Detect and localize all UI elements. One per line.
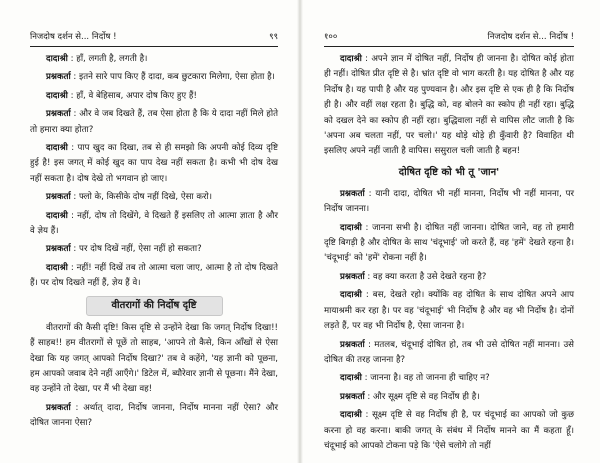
speech-text: : जानना सभी है। दोषित नहीं जानना। दोषित जाने, वह तो हमारी दृष्टि बिगड़ी है और दोषित के साथ 'चंदूभाई' जो करते हैं, वह 'हमें' देखते रहना है। 'चंदूभाई' को 'हमें' रोकना नहीं है। — [324, 222, 574, 264]
speech-text: : और सूक्ष्म दृष्टि से वह निर्दोष ही है। — [364, 391, 480, 402]
paragraph — [324, 390, 574, 405]
paragraph — [324, 270, 574, 285]
speech-text: : फ्लो के, किसीके दोष नहीं दिखे, ऐसा करो। — [70, 192, 212, 203]
paragraph — [324, 288, 574, 334]
speech-text: : नहीं, दोष तो दिखेंगे, वे दिखते हैं इसलिए तो आत्मा ज्ञाता है और वे ज्ञेय हैं। — [30, 210, 278, 237]
right-page-header — [324, 30, 574, 47]
speaker: दादाश्री — [46, 210, 68, 221]
speaker: प्रश्नकर्ता — [46, 109, 71, 120]
paragraph — [30, 209, 278, 240]
paragraph — [30, 52, 278, 67]
speech-text: : वह क्या करता है उसे देखते रहना है? — [364, 271, 487, 282]
speech-text: : और वे जब दिखते हैं, तब ऐसा होता है कि ये दादा नहीं मिले होते तो हमारा क्या होता? — [30, 109, 278, 135]
right-page — [300, 0, 600, 463]
paragraph — [324, 371, 574, 386]
speech-text: : सूक्ष्म दृष्टि से वह निर्दोष ही है, पर चंदूभाई का आपको जो कुछ करना हो वह करना। बाकी जगत् के संबंध में निर्दोष मानने का मैं कहता हूँ। चंदूभाई को आपको टोकना पड़े कि 'ऐसे चलोगे तो नहीं — [324, 410, 574, 451]
speech-text: वीतरागों की कैसी दृष्टि! किस दृष्टि से उन्होंने देखा कि जगत् निर्दोष दिखा!! हैं साहब!! हम वीतरागों से पूछें तो साहब, 'आपने तो कैसे, किन आँखों से ऐसा देखा कि यह जगत् आपको निर्दोष दिखा?' तब वे कहेंगे, 'यह ज्ञानी को पूछना, हम आपको जवाब देने नहीं आएँगे।' डिटेल में, ब्यौरेवार ज्ञानी से पूछना। मैंने देखा, वह उन्होंने तो देखा, पर मैं भी देखा वह! — [30, 322, 279, 395]
left-page-number: ९९ — [269, 32, 278, 42]
paragraph — [30, 261, 278, 292]
speaker: प्रश्नकर्ता — [340, 391, 365, 402]
speech-text: : अर्थात् दादा, निर्दोष जानना, निर्दोष मानना नहीं ऐसा? और दोषित जानना ऐसा? — [30, 402, 278, 429]
speaker: दादाश्री — [340, 373, 362, 384]
speech-text: : हाँ, लगती है, लगती है। — [67, 54, 148, 64]
speaker: प्रश्नकर्ता — [340, 271, 365, 282]
paragraph — [30, 242, 278, 257]
speech-text: : मतलब, चंदूभाई दोषित हो, तब भी उसे दोषित नहीं मानना। उसे दोषित की तरह जानना है? — [324, 339, 574, 365]
paragraph — [324, 408, 574, 454]
paragraph — [30, 70, 278, 85]
speaker: प्रश्नकर्ता — [46, 192, 71, 203]
speaker: दादाश्री — [340, 222, 362, 233]
speech-text: : हाँ, वे बेहिसाब, अपार दोष किए हुए हैं! — [67, 90, 197, 101]
paragraph — [30, 190, 278, 205]
speech-text: : इतने सारे पाप किए हैं दादा, कब छुटकारा मिलेगा, ऐसा होता है। — [70, 72, 275, 83]
left-header-title: निजदोष दर्शन से... निर्दोष ! — [30, 32, 117, 42]
paragraph — [30, 321, 278, 398]
speech-text: : अपने ज्ञान में दोषित नहीं, निर्दोष ही जानना है। दोषित कोई होता ही नहीं। दोषित प्रीत दृष्टि से है। भ्रांत दृष्टि वो भाग करती है। यह दोषित है और यह निर्दोष है। यह पापी है और यह पुण्यवान है। और इस दृष्टि से एक ही है कि निर्दोष ही है। और वहीं लक्ष रहता है। बुद्धि को, वह बोलने का स्कोप ही नहीं रहा। बुद्धि को दखल देने का स्कोप ही नहीं रहा। बुद्धिवाला नहीं से वापिस लौट जाती है कि 'अपना अब चलता नहीं, पर चलो।' यह थोड़े थोड़े ही कुँवारी है? विवाहित थी इसलिए अपने नहीं जाती है वापिस। ससुराल चली जाती है बहन! — [324, 54, 574, 157]
section-heading: वीतरागों की निर्दोष दृष्टि — [86, 296, 223, 316]
paragraph — [30, 107, 278, 138]
speaker: दादाश्री — [340, 410, 362, 421]
left-page-header — [30, 30, 278, 47]
paragraph — [30, 141, 278, 187]
paragraph — [324, 338, 574, 369]
speaker: प्रश्नकर्ता — [46, 72, 71, 83]
paragraph — [30, 401, 278, 432]
speaker: दादाश्री — [46, 54, 68, 64]
speech-text: : जानना है। वह तो जानना ही चाहिए न? — [361, 373, 490, 384]
speaker: प्रश्नकर्ता — [340, 339, 365, 350]
paragraph — [324, 52, 574, 160]
speech-text: : यानी दादा, दोषित भी नहीं मानना, निर्दोष भी नहीं मानना, पर निर्दोष जानना। — [324, 188, 574, 215]
section-heading: दोषित दृष्टि को भी तू 'जान' — [398, 166, 500, 178]
speaker: दादाश्री — [340, 54, 362, 64]
speaker: प्रश्नकर्ता — [46, 244, 71, 255]
right-page-number: १०० — [324, 32, 338, 42]
paragraph — [324, 187, 574, 218]
speaker: दादाश्री — [340, 290, 362, 301]
right-header-title: निजदोष दर्शन से... निर्दोष ! — [487, 32, 574, 42]
speech-text: : बस, देखते रहो। क्योंकि वह दोषित के साथ दोषित अपने आप मायाश्रमी कर रहा है। पर वह 'चंदूभाई' भी निर्दोष है और वह भी निर्दोष है। दोनों लड़ते हैं, पर वह भी निर्दोष है, ऐसा जानना है। — [324, 290, 574, 332]
paragraph — [30, 89, 278, 104]
speech-text: : पर दोष दिखें नहीं, ऐसा नहीं हो सकता? — [70, 244, 202, 255]
speech-text: : नहीं! नहीं दिखें तब तो आत्मा चला जाए, आत्मा है तो दोष दिखते हैं। पर दोष दिखते नहीं हैं, ज्ञेय हैं वे। — [30, 262, 278, 289]
paragraph — [324, 221, 574, 267]
speaker: दादाश्री — [46, 262, 68, 273]
speaker: दादाश्री — [46, 143, 68, 154]
speaker: प्रश्नकर्ता — [46, 402, 71, 413]
speech-text: : पाप खुद का दिखा, तब से ही समझो कि अपनी कोई दिव्य दृष्टि हुई है! इस जगत् में कोई खुद का पाप देख नहीं सकता है। कभी भी दोष देख नहीं सकता है। दोष देखे तो भगवान हो जाए। — [30, 143, 278, 184]
speaker: दादाश्री — [46, 90, 68, 101]
speaker: प्रश्नकर्ता — [340, 188, 365, 199]
